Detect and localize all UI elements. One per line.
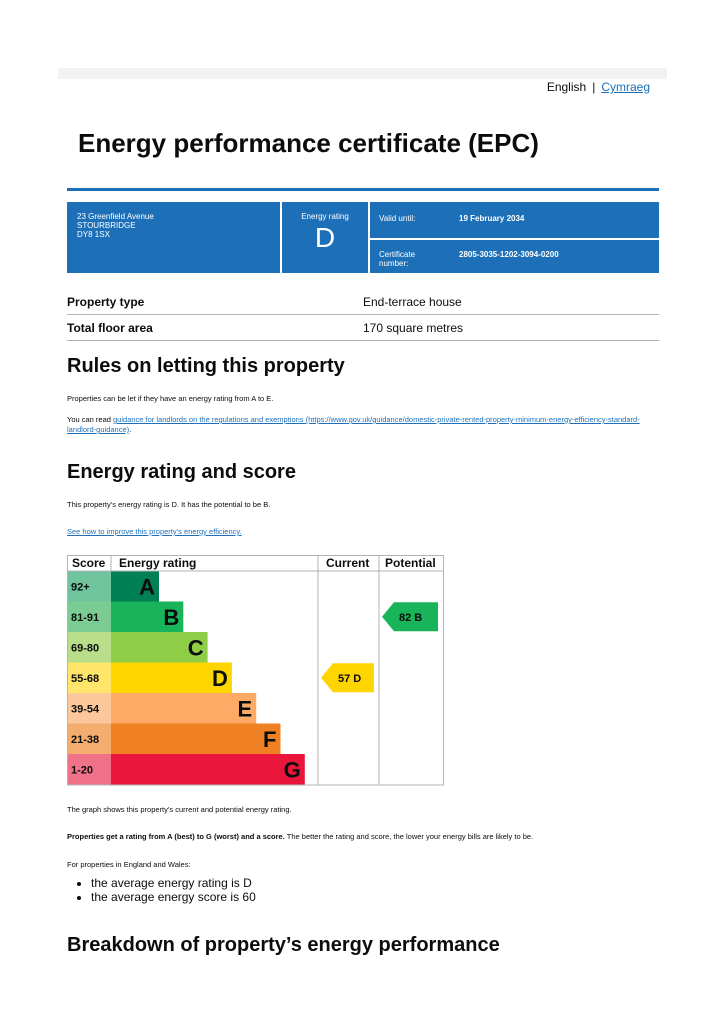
energy-rating-value: D [314,222,336,253]
rating-explanation [67,832,647,842]
language-switcher [547,80,650,94]
valid-until-value: 19 February 2034 [459,214,525,223]
energy-rating-chart [67,555,444,787]
language-current: English [546,80,587,94]
rating-bar-letter: E [237,696,253,722]
list-item: • the average energy score is 60 [91,890,256,904]
rating-explanation-bold: Properties get a rating from A (best) to G (worst) and a score. [67,832,285,841]
guidance-suffix: . [129,425,132,434]
rules-text: Properties can be let if they have an energy rating from A to E. [67,394,274,403]
improve-efficiency-link[interactable]: See how to improve this property’s energy efficiency. [67,527,242,536]
score-band-label: 69-80 [71,642,100,655]
score-band-label: 39-54 [71,703,100,716]
score-band-label: 81-91 [71,611,100,624]
potential-rating-arrow-label: 82 B [399,611,423,624]
certificate-summary [67,202,659,273]
chart-header-label: Current [326,556,370,570]
address-line-2: STOURBRIDGE [77,221,136,230]
summary-divider [370,238,659,240]
language-link-cymraeg[interactable]: Cymraeg [601,80,650,94]
address-line-1: 23 Greenfield Avenue [77,212,154,221]
rating-bar-letter: G [283,757,301,783]
energy-rating-label: Energy rating [301,212,349,221]
certificate-number-value: 2805-3035-1202-3094-0200 [459,250,559,259]
rating-bar-letter: C [187,635,204,661]
improve-link-row [67,527,647,537]
floor-area-value: 170 square metres [363,321,464,335]
floor-area-label: Total floor area [67,321,153,335]
rules-heading: Rules on letting this property [67,355,345,377]
rating-bar-letter: A [139,574,155,600]
list-item: • the average energy rating is D [91,876,256,890]
rating-bar [111,724,281,755]
rating-heading: Energy rating and score [67,461,296,483]
graph-note: The graph shows this property’s current and potential energy rating. [67,805,292,814]
rating-bar-letter: B [163,604,180,630]
property-type-label: Property type [67,295,145,309]
page-title: Energy performance certificate (EPC) [78,128,539,158]
language-separator: | [592,80,596,94]
rating-bar-letter: F [263,726,277,752]
valid-until-label: Valid until: [379,214,416,223]
chart-header-label: Potential [385,556,436,570]
score-band-label: 92+ [71,581,90,594]
rating-explanation-rest: The better the rating and score, the lower your energy bills are likely to be. [284,832,534,841]
guidance-link[interactable]: guidance for landlords on the regulations and exemptions (https://www.gov.uk/guidance/domestic-private-rented-property-minimum-energy-efficiency-standard-landlord-guidance) [67,415,640,434]
score-band-label: 55-68 [71,672,100,685]
score-band-label: 1-20 [71,764,94,777]
top-banner [58,68,667,79]
chart-header-label: Score [72,556,106,570]
property-type-value: End-terrace house [363,295,462,309]
breakdown-heading: Breakdown of property’s energy performance [67,934,500,956]
property-type-row [67,289,659,315]
average-list [73,876,256,904]
floor-area-row [67,315,659,341]
guidance-prefix: You can read [67,415,114,424]
chart-header-label: Energy rating [119,556,197,570]
rating-text: This property’s energy rating is D. It has the potential to be B. [67,500,271,509]
current-rating-arrow-label: 57 D [338,672,362,685]
rating-bar [111,754,305,785]
property-address [77,212,154,239]
title-divider [67,188,659,191]
rating-bar [111,693,256,724]
rules-guidance-text [67,415,647,435]
address-line-3: DY8 1SX [77,230,110,239]
certificate-number-label: Certificate number: [379,250,416,268]
score-band-label: 21-38 [71,733,100,746]
rating-bar-letter: D [212,665,228,691]
average-intro: For properties in England and Wales: [67,860,191,869]
